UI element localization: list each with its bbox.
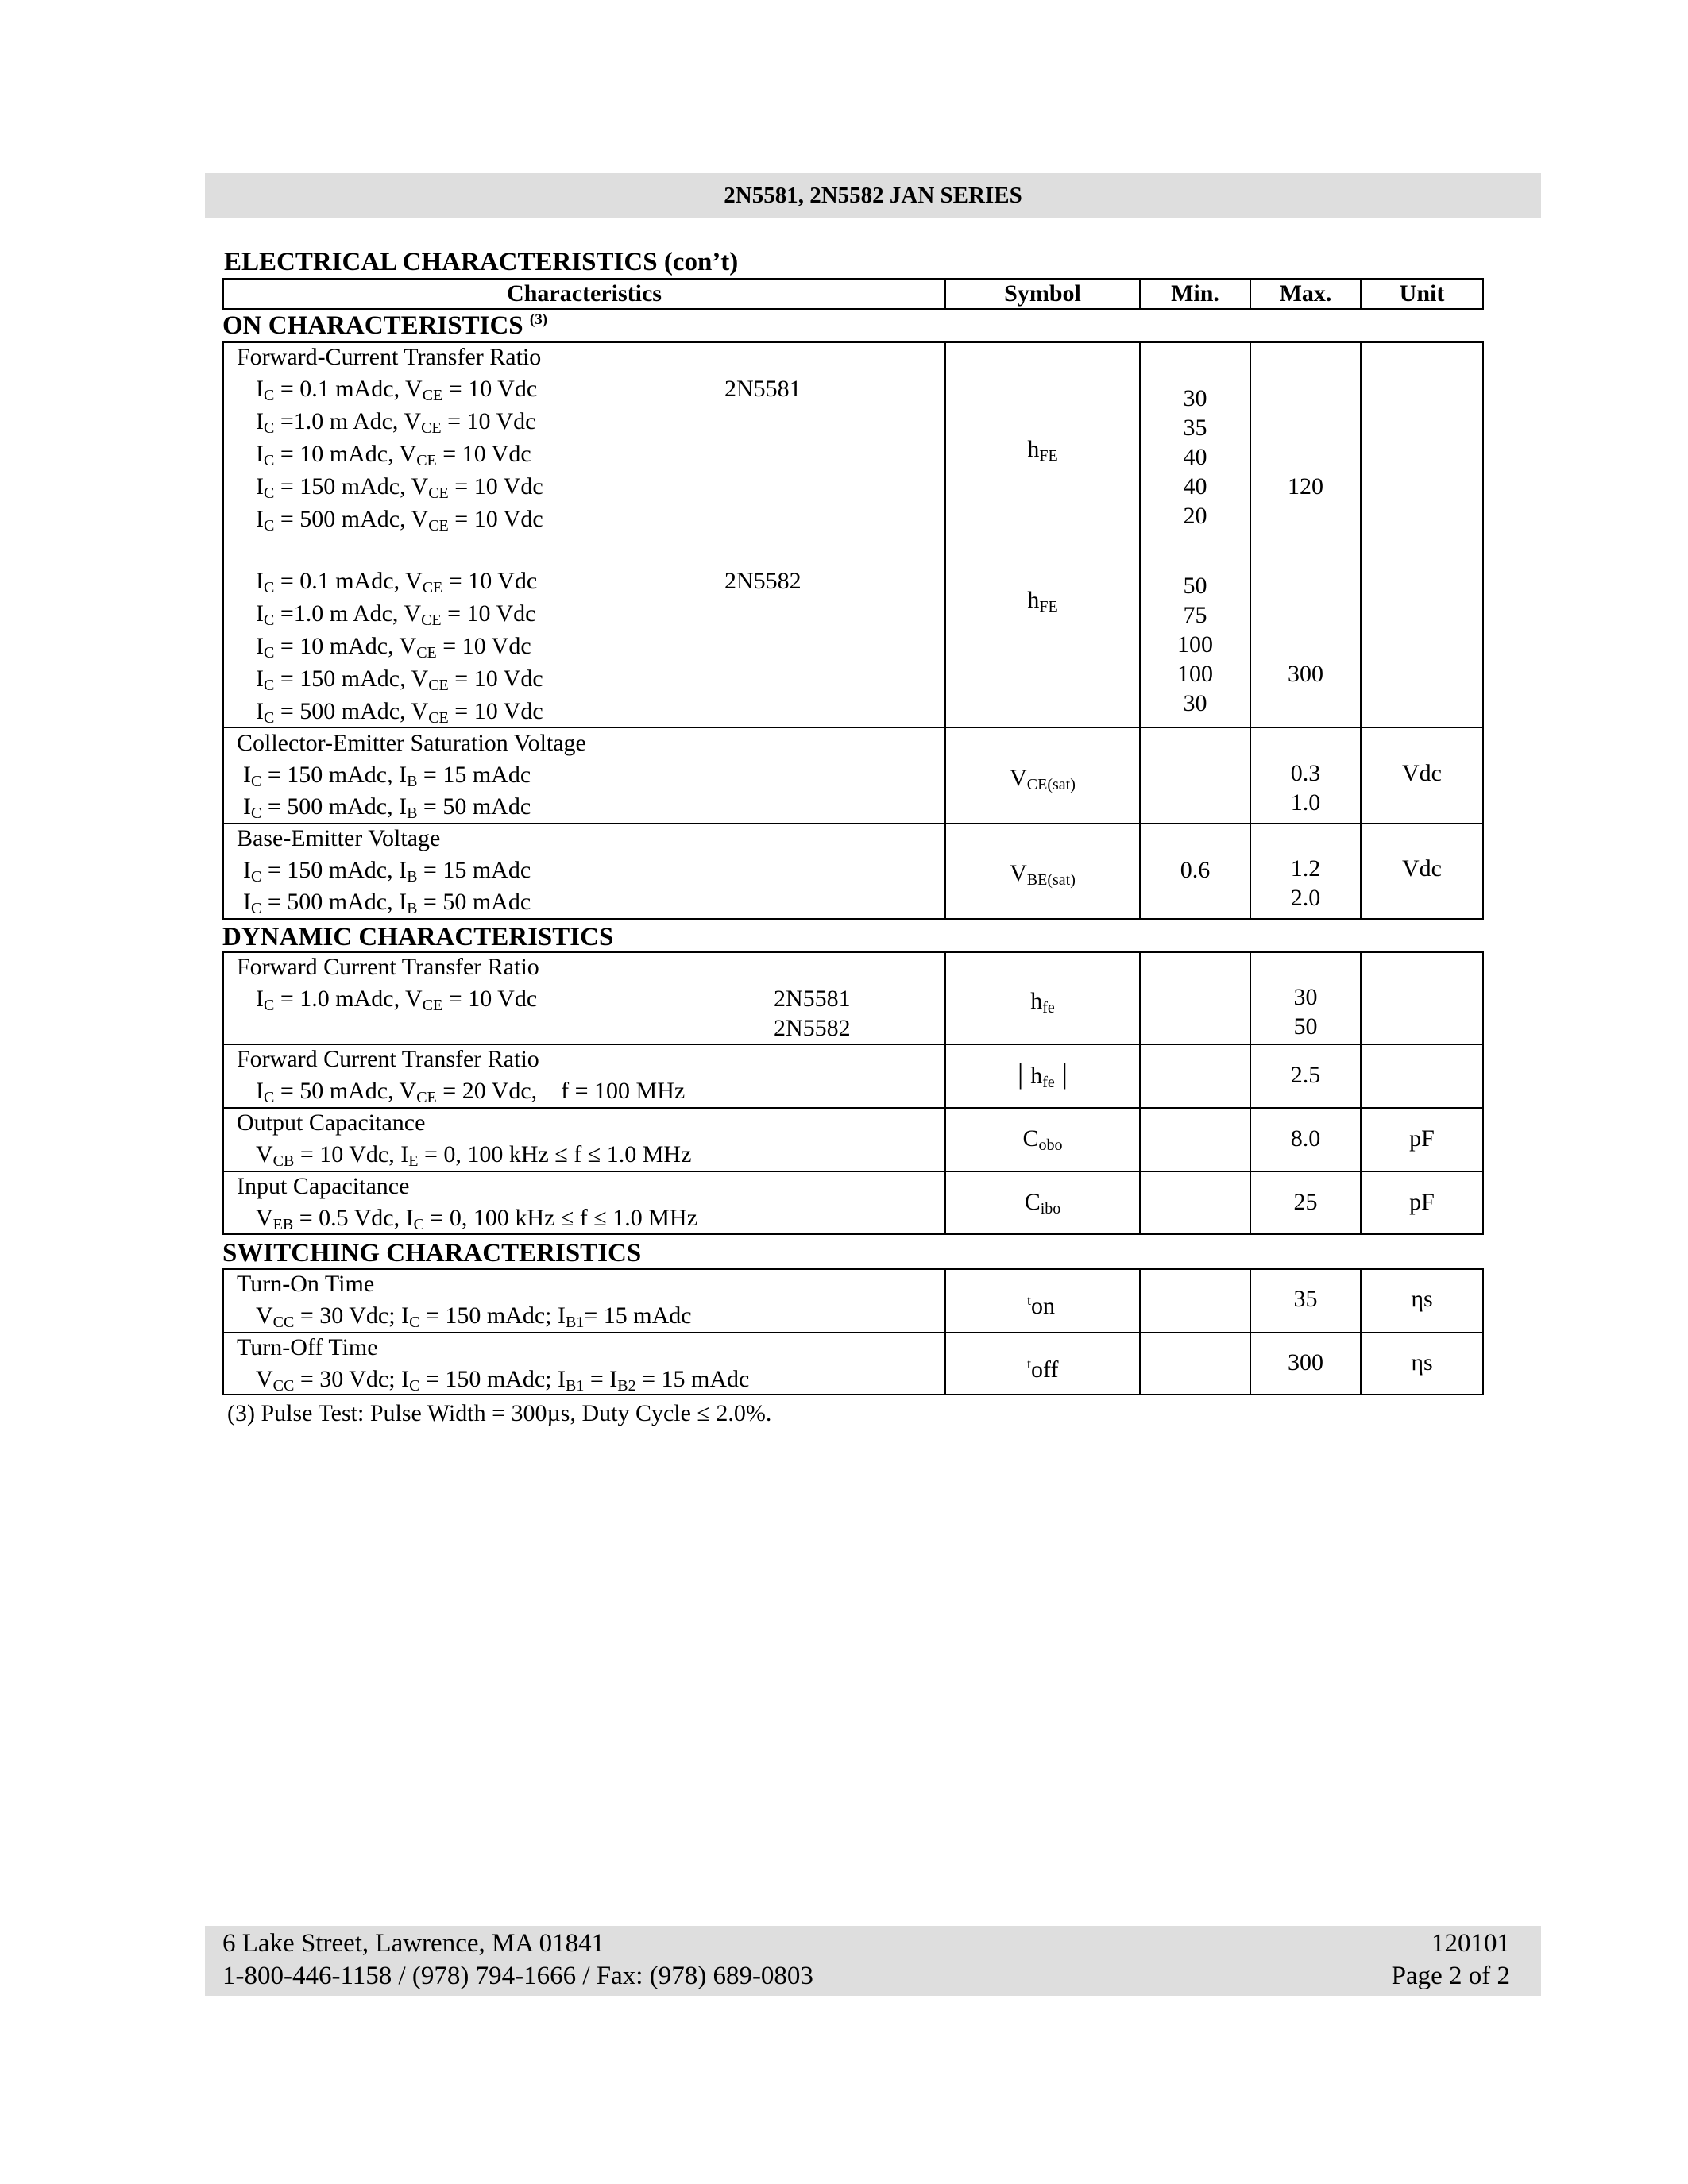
max-value: 300 xyxy=(1288,1349,1323,1376)
max-value: 30 xyxy=(1293,984,1318,1010)
max-value: 120 xyxy=(1288,473,1323,500)
symbol-cibo: $C_{ibo}$ xyxy=(1024,1189,1061,1217)
besat-label: Base-Emitter Voltage xyxy=(237,825,441,851)
col-characteristics: Characteristics xyxy=(507,280,662,307)
footer-address: 6 Lake Street, Lawrence, MA 01841 xyxy=(222,1929,605,1958)
footer-doc-number: 120101 xyxy=(1431,1929,1510,1958)
max-value: 2.5 xyxy=(1290,1062,1321,1088)
footnote: (3) Pulse Test: Pulse Width = 300µs, Duty Cycle ≤ 2.0%. xyxy=(227,1400,772,1426)
page-title: 2N5581, 2N5582 JAN SERIES xyxy=(724,183,1022,208)
divider xyxy=(1250,341,1251,920)
fwd-ratio-cond: $I_C = 10$ mAdc, $V_{CE} = 10$ Vdc xyxy=(256,633,531,662)
turn-on-label: Turn-On Time xyxy=(237,1271,375,1297)
col-min: Min. xyxy=(1171,280,1219,307)
dyn-ratio-cond: $I_C = 50$ mAdc, $V_{CE} = 20$ Vdc, f = 100 MHz xyxy=(256,1078,686,1106)
symbol-vcesat: $V_{CE(sat)}$ xyxy=(1010,765,1076,793)
col-symbol: Symbol xyxy=(1004,280,1081,307)
min-value: 30 xyxy=(1183,690,1207,716)
on-characteristics-title: ON CHARACTERISTICS $^{(3)}$ xyxy=(222,311,548,340)
fwd-ratio-label: Forward-Current Transfer Ratio xyxy=(237,344,542,370)
symbol-hfe-magnitude: | $h_{fe}$ | xyxy=(1018,1058,1068,1091)
cesat-cond: $I_C = 500$ mAdc, $I_B = 50$ mAdc xyxy=(243,793,531,822)
dynamic-characteristics-title: DYNAMIC CHARACTERISTICS xyxy=(222,923,614,951)
besat-cond: $I_C = 500$ mAdc, $I_B = 50$ mAdc xyxy=(243,889,531,917)
symbol-hfe: $h_{FE}$ xyxy=(1027,436,1058,465)
unit-value: pF xyxy=(1409,1189,1435,1215)
col-max: Max. xyxy=(1279,280,1332,307)
cesat-cond: $I_C = 150$ mAdc, $I_B = 15$ mAdc xyxy=(243,762,531,790)
cobo-cond: $V_{CB} = 10$ Vdc, $I_E = 0$, 100 kHz ≤ f ≤ 1.0 MHz xyxy=(256,1141,692,1170)
symbol-cobo: $C_{obo}$ xyxy=(1022,1125,1063,1154)
dyn-ratio-label: Forward Current Transfer Ratio xyxy=(237,954,539,980)
max-value: 1.2 xyxy=(1290,855,1321,882)
unit-value: ηs xyxy=(1411,1349,1433,1376)
cesat-label: Collector-Emitter Saturation Voltage xyxy=(237,730,586,756)
max-value: 35 xyxy=(1293,1286,1318,1312)
device-2n5582: 2N5582 xyxy=(724,568,802,594)
min-value: 50 xyxy=(1183,573,1207,599)
min-value: 100 xyxy=(1177,631,1213,658)
min-value: 40 xyxy=(1183,473,1207,500)
min-value: 20 xyxy=(1183,503,1207,529)
max-value: 1.0 xyxy=(1290,789,1321,816)
divider xyxy=(222,1171,1484,1172)
col-unit: Unit xyxy=(1399,280,1445,307)
min-value: 100 xyxy=(1177,661,1213,687)
device-2n5581: 2N5581 xyxy=(724,376,802,402)
divider xyxy=(1360,341,1362,920)
footer-phone: 1-800-446-1158 / (978) 794-1666 / Fax: (978) 689-0803 xyxy=(222,1962,813,1990)
max-value: 2.0 xyxy=(1290,885,1321,911)
min-value: 40 xyxy=(1183,444,1207,470)
max-value: 300 xyxy=(1288,661,1323,687)
symbol-hfe: $h_{FE}$ xyxy=(1027,587,1058,615)
min-value: 75 xyxy=(1183,602,1207,628)
min-value: 35 xyxy=(1183,415,1207,441)
turn-off-cond: $V_{CC} = 30$ Vdc; $I_C = 150$ mAdc; $I_{B1} = I_{B2} = 15$ mAdc xyxy=(256,1366,750,1395)
symbol-hfe-small: $h_{fe}$ xyxy=(1030,988,1055,1017)
besat-cond: $I_C = 150$ mAdc, $I_B = 15$ mAdc xyxy=(243,857,531,886)
footer-page: Page 2 of 2 xyxy=(1391,1962,1510,1990)
turn-off-label: Turn-Off Time xyxy=(237,1334,378,1360)
unit-value: pF xyxy=(1409,1125,1435,1152)
fwd-ratio-cond: $I_C = 500$ mAdc, $V_{CE} = 10$ Vdc xyxy=(256,506,543,534)
turn-on-cond: $V_{CC} = 30$ Vdc; $I_C = 150$ mAdc; $I_{B1}= 15$ mAdc xyxy=(256,1302,692,1331)
cibo-label: Input Capacitance xyxy=(237,1173,410,1199)
min-value: 0.6 xyxy=(1180,857,1211,883)
switching-characteristics-title: SWITCHING CHARACTERISTICS xyxy=(222,1239,642,1268)
unit-value: ηs xyxy=(1411,1286,1433,1312)
fwd-ratio-cond: $I_C = 150$ mAdc, $V_{CE} = 10$ Vdc xyxy=(256,666,543,694)
max-value: 8.0 xyxy=(1290,1125,1321,1152)
fwd-ratio-cond: $I_C = 150$ mAdc, $V_{CE} = 10$ Vdc xyxy=(256,473,543,502)
fwd-ratio-cond: $I_C = 0.1$ mAdc, $V_{CE} = 10$ Vdc xyxy=(256,568,538,596)
fwd-ratio-cond: $I_C = 10$ mAdc, $V_{CE} = 10$ Vdc xyxy=(256,441,531,469)
fwd-ratio-cond: $I_C = 500$ mAdc, $V_{CE} = 10$ Vdc xyxy=(256,698,543,727)
cobo-label: Output Capacitance xyxy=(237,1109,426,1136)
device-2n5581: 2N5581 xyxy=(774,986,851,1012)
unit-value: Vdc xyxy=(1402,760,1442,786)
min-value: 30 xyxy=(1183,385,1207,411)
max-value: 0.3 xyxy=(1290,760,1321,786)
divider xyxy=(1139,951,1141,1235)
divider xyxy=(222,727,1484,728)
symbol-ton: $^t$on xyxy=(1027,1292,1056,1319)
symbol-vbesat: $V_{BE(sat)}$ xyxy=(1010,860,1076,889)
device-2n5582: 2N5582 xyxy=(774,1015,851,1041)
cibo-cond: $V_{EB} = 0.5$ Vdc, $I_C = 0$, 100 kHz ≤ f ≤ 1.0 MHz xyxy=(256,1205,697,1233)
section-title: ELECTRICAL CHARACTERISTICS (con’t) xyxy=(224,248,739,276)
dyn-ratio-cond: $I_C = 1.0$ mAdc, $V_{CE} = 10$ Vdc xyxy=(256,986,538,1014)
fwd-ratio-cond: $I_C =1.0$ m Adc, $V_{CE} = 10$ Vdc xyxy=(256,408,536,437)
max-value: 50 xyxy=(1293,1013,1318,1040)
dyn-ratio-label: Forward Current Transfer Ratio xyxy=(237,1046,539,1072)
max-value: 25 xyxy=(1293,1189,1318,1215)
symbol-toff: $^t$off xyxy=(1027,1356,1059,1383)
divider xyxy=(222,1332,1484,1333)
fwd-ratio-cond: $I_C = 0.1$ mAdc, $V_{CE} = 10$ Vdc xyxy=(256,376,538,404)
unit-value: Vdc xyxy=(1402,855,1442,882)
divider xyxy=(944,341,946,920)
fwd-ratio-cond: $I_C =1.0$ m Adc, $V_{CE} = 10$ Vdc xyxy=(256,600,536,629)
